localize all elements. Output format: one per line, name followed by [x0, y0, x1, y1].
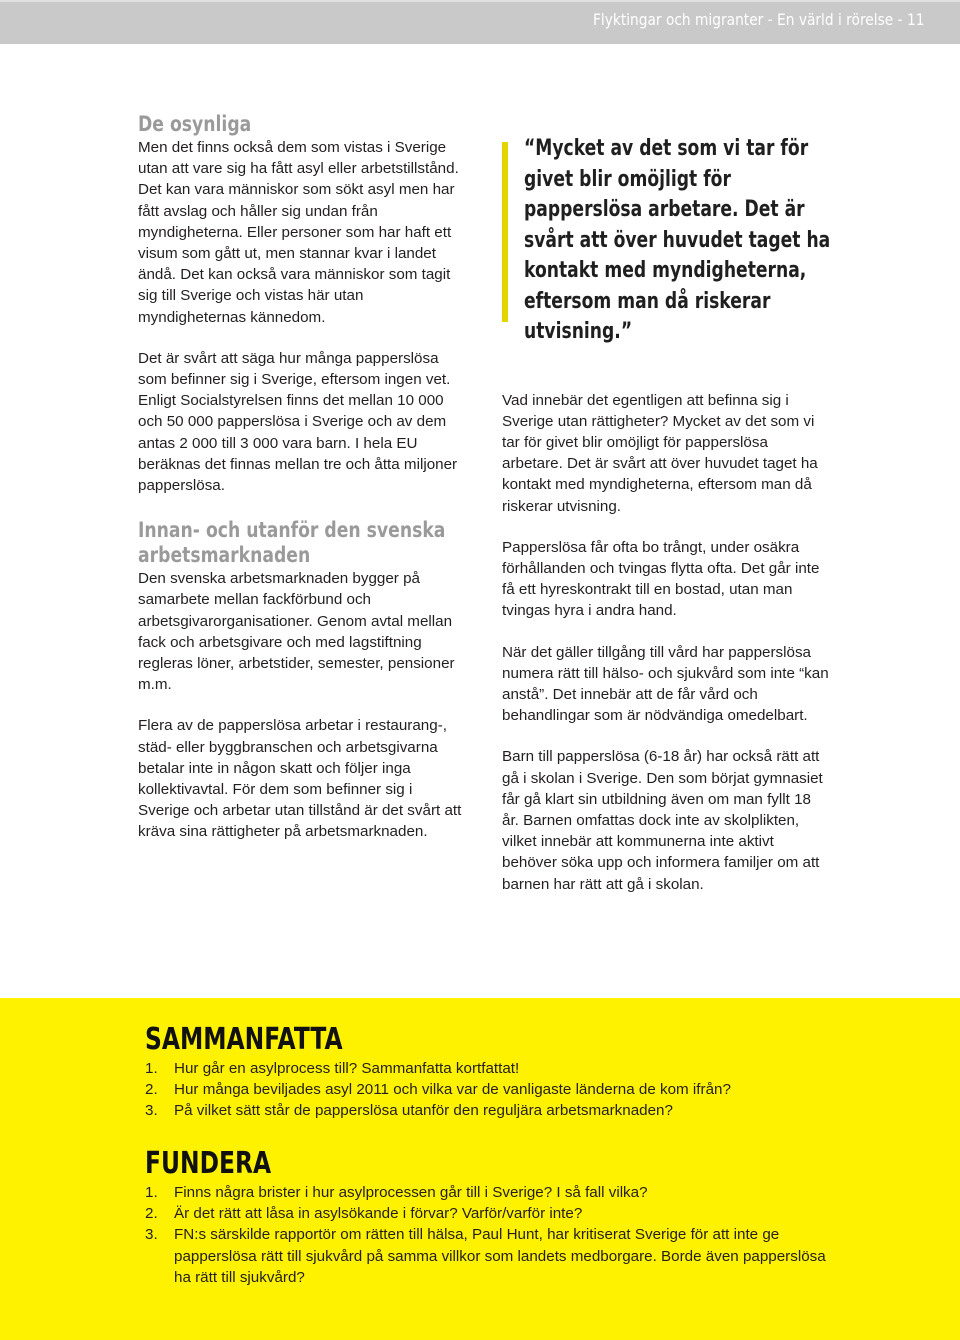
fundera-list — [145, 1182, 845, 1288]
list-item — [145, 1058, 845, 1079]
pull-quote-text: “Mycket av det som vi tar för givet blir omöjligt för papperslösa arbetare. Det är svårt att över huvudet taget ha kontakt med myndigheterna, eftersom man då riskerar utvisning.” — [524, 136, 831, 344]
list-item-number: 3. — [145, 1102, 158, 1120]
list-item-number: 2. — [145, 1081, 158, 1099]
body-paragraph: Det är svårt att säga hur många papperslösa som befinner sig i Sverige, eftersom ingen vet. Enligt Socialstyrelsen finns det mellan 10 000 och 50 000 papperslösa i Sverige och av dem antas 2 000 till 3 000 vara barn. I hela EU beräknas det finnas mellan tre och åtta miljoner papperslösa. — [138, 349, 458, 495]
list-item-number: 3. — [145, 1226, 158, 1244]
list-item-text: Är det rätt att låsa in asylsökande i förvar? Varför/varför inte? — [174, 1205, 583, 1223]
list-item-number: 2. — [145, 1205, 158, 1223]
list-item-text: Finns några brister i hur asylprocessen går till i Sverige? I så fall vilka? — [174, 1184, 648, 1201]
pull-quote — [502, 134, 832, 348]
body-paragraph: Barn till papperslösa (6-18 år) har också rätt att gå i skolan i Sverige. Den som börjat gymnasiet får gå klart sin utbildning även om man fyllt 18 år. Barnen omfattas dock inte av skolplikten, vilket innebär att kommunerna inte aktivt behöver söka upp och informera familjer om att barnen har rätt att gå i skolan. — [502, 748, 823, 893]
section-heading-arbetsmarknaden: Innan- och utanför den svenska arbetsmarknaden — [138, 518, 446, 568]
list-item-number: 1. — [145, 1060, 158, 1077]
body-paragraph: När det gäller tillgång till vård har papperslösa numera rätt till hälso- och sjukvård som inte “kan anstå”. Det innebär att de får vård och behandlingar som är nödvändiga omedelbart. — [502, 643, 829, 725]
list-item — [145, 1203, 845, 1224]
body-paragraph: Papperslösa får ofta bo trångt, under osäkra förhållanden och tvingas flytta ofta. Det går inte få ett hyreskontrakt till en bostad, utan man tvingas hyra i andra hand. — [502, 538, 820, 620]
list-item-text: På vilket sätt står de papperslösa utanför den reguljära arbetsmarknaden? — [174, 1102, 673, 1120]
sammanfatta-list — [145, 1058, 845, 1122]
list-item — [145, 1100, 845, 1121]
list-item — [145, 1079, 845, 1100]
list-item-text: FN:s särskilde rapportör om rätten till hälsa, Paul Hunt, har kritiserat Sverige för att inte ge papperslösa rätt till sjukvård på samma villkor som landets medborgare. Borde även papperslösa ha rätt till sjukvård? — [174, 1226, 826, 1286]
fundera-title: FUNDERA — [145, 1146, 272, 1181]
sammanfatta-title: SAMMANFATTA — [145, 1022, 343, 1057]
body-paragraph: Men det finns också dem som vistas i Sverige utan att vare sig ha fått asyl eller arbetstillstånd. Det kan vara människor som sökt asyl men har fått avslag och håller sig undan från myndigheterna. Eller personer som har haft ett visum som gått ut, men stannar kvar i landet ändå. Det kan också vara människor som tagit sig till Sverige och vistas här utan myndigheternas kännedom. — [138, 139, 459, 326]
body-paragraph: Vad innebär det egentligen att befinna sig i Sverige utan rättigheter? Mycket av det som vi tar för givet blir omöjligt för papperslösa arbetare. Det är svårt att över huvudet taget ha kontakt med myndigheterna, eftersom man då riskerar utvisning. — [502, 391, 818, 515]
running-title: Flyktingar och migranter - En värld i rörelse - 11 — [592, 10, 924, 29]
left-column — [138, 112, 468, 843]
body-paragraph: Flera av de papperslösa arbetar i restaurang-, städ- eller byggbranschen och arbetsgivarna betalar inte in någon skatt och följer inga kollektivavtal. För dem som befinner sig i Sverige och arbetar utan tillstånd är det svårt att kräva sina rättigheter på arbetsmarknaden. — [138, 717, 462, 841]
body-paragraph: Den svenska arbetsmarknaden bygger på samarbete mellan fackförbund och arbetsgivarorganisationer. Genom avtal mellan fack och arbetsgivare och med lagstiftning regleras löner, arbetstider, semester, pensioner m.m. — [138, 570, 455, 694]
list-item — [145, 1224, 845, 1288]
list-item-number: 1. — [145, 1184, 158, 1201]
list-item-text: Hur går en asylprocess till? Sammanfatta kortfattat! — [174, 1060, 520, 1077]
list-item — [145, 1182, 845, 1203]
list-item-text: Hur många beviljades asyl 2011 och vilka var de vanligaste länderna de kom ifrån? — [174, 1081, 731, 1099]
section-heading-de-osynliga: De osynliga — [138, 112, 252, 136]
summary-box — [0, 998, 960, 1340]
right-column — [502, 134, 832, 895]
page-header-bar — [0, 0, 960, 44]
